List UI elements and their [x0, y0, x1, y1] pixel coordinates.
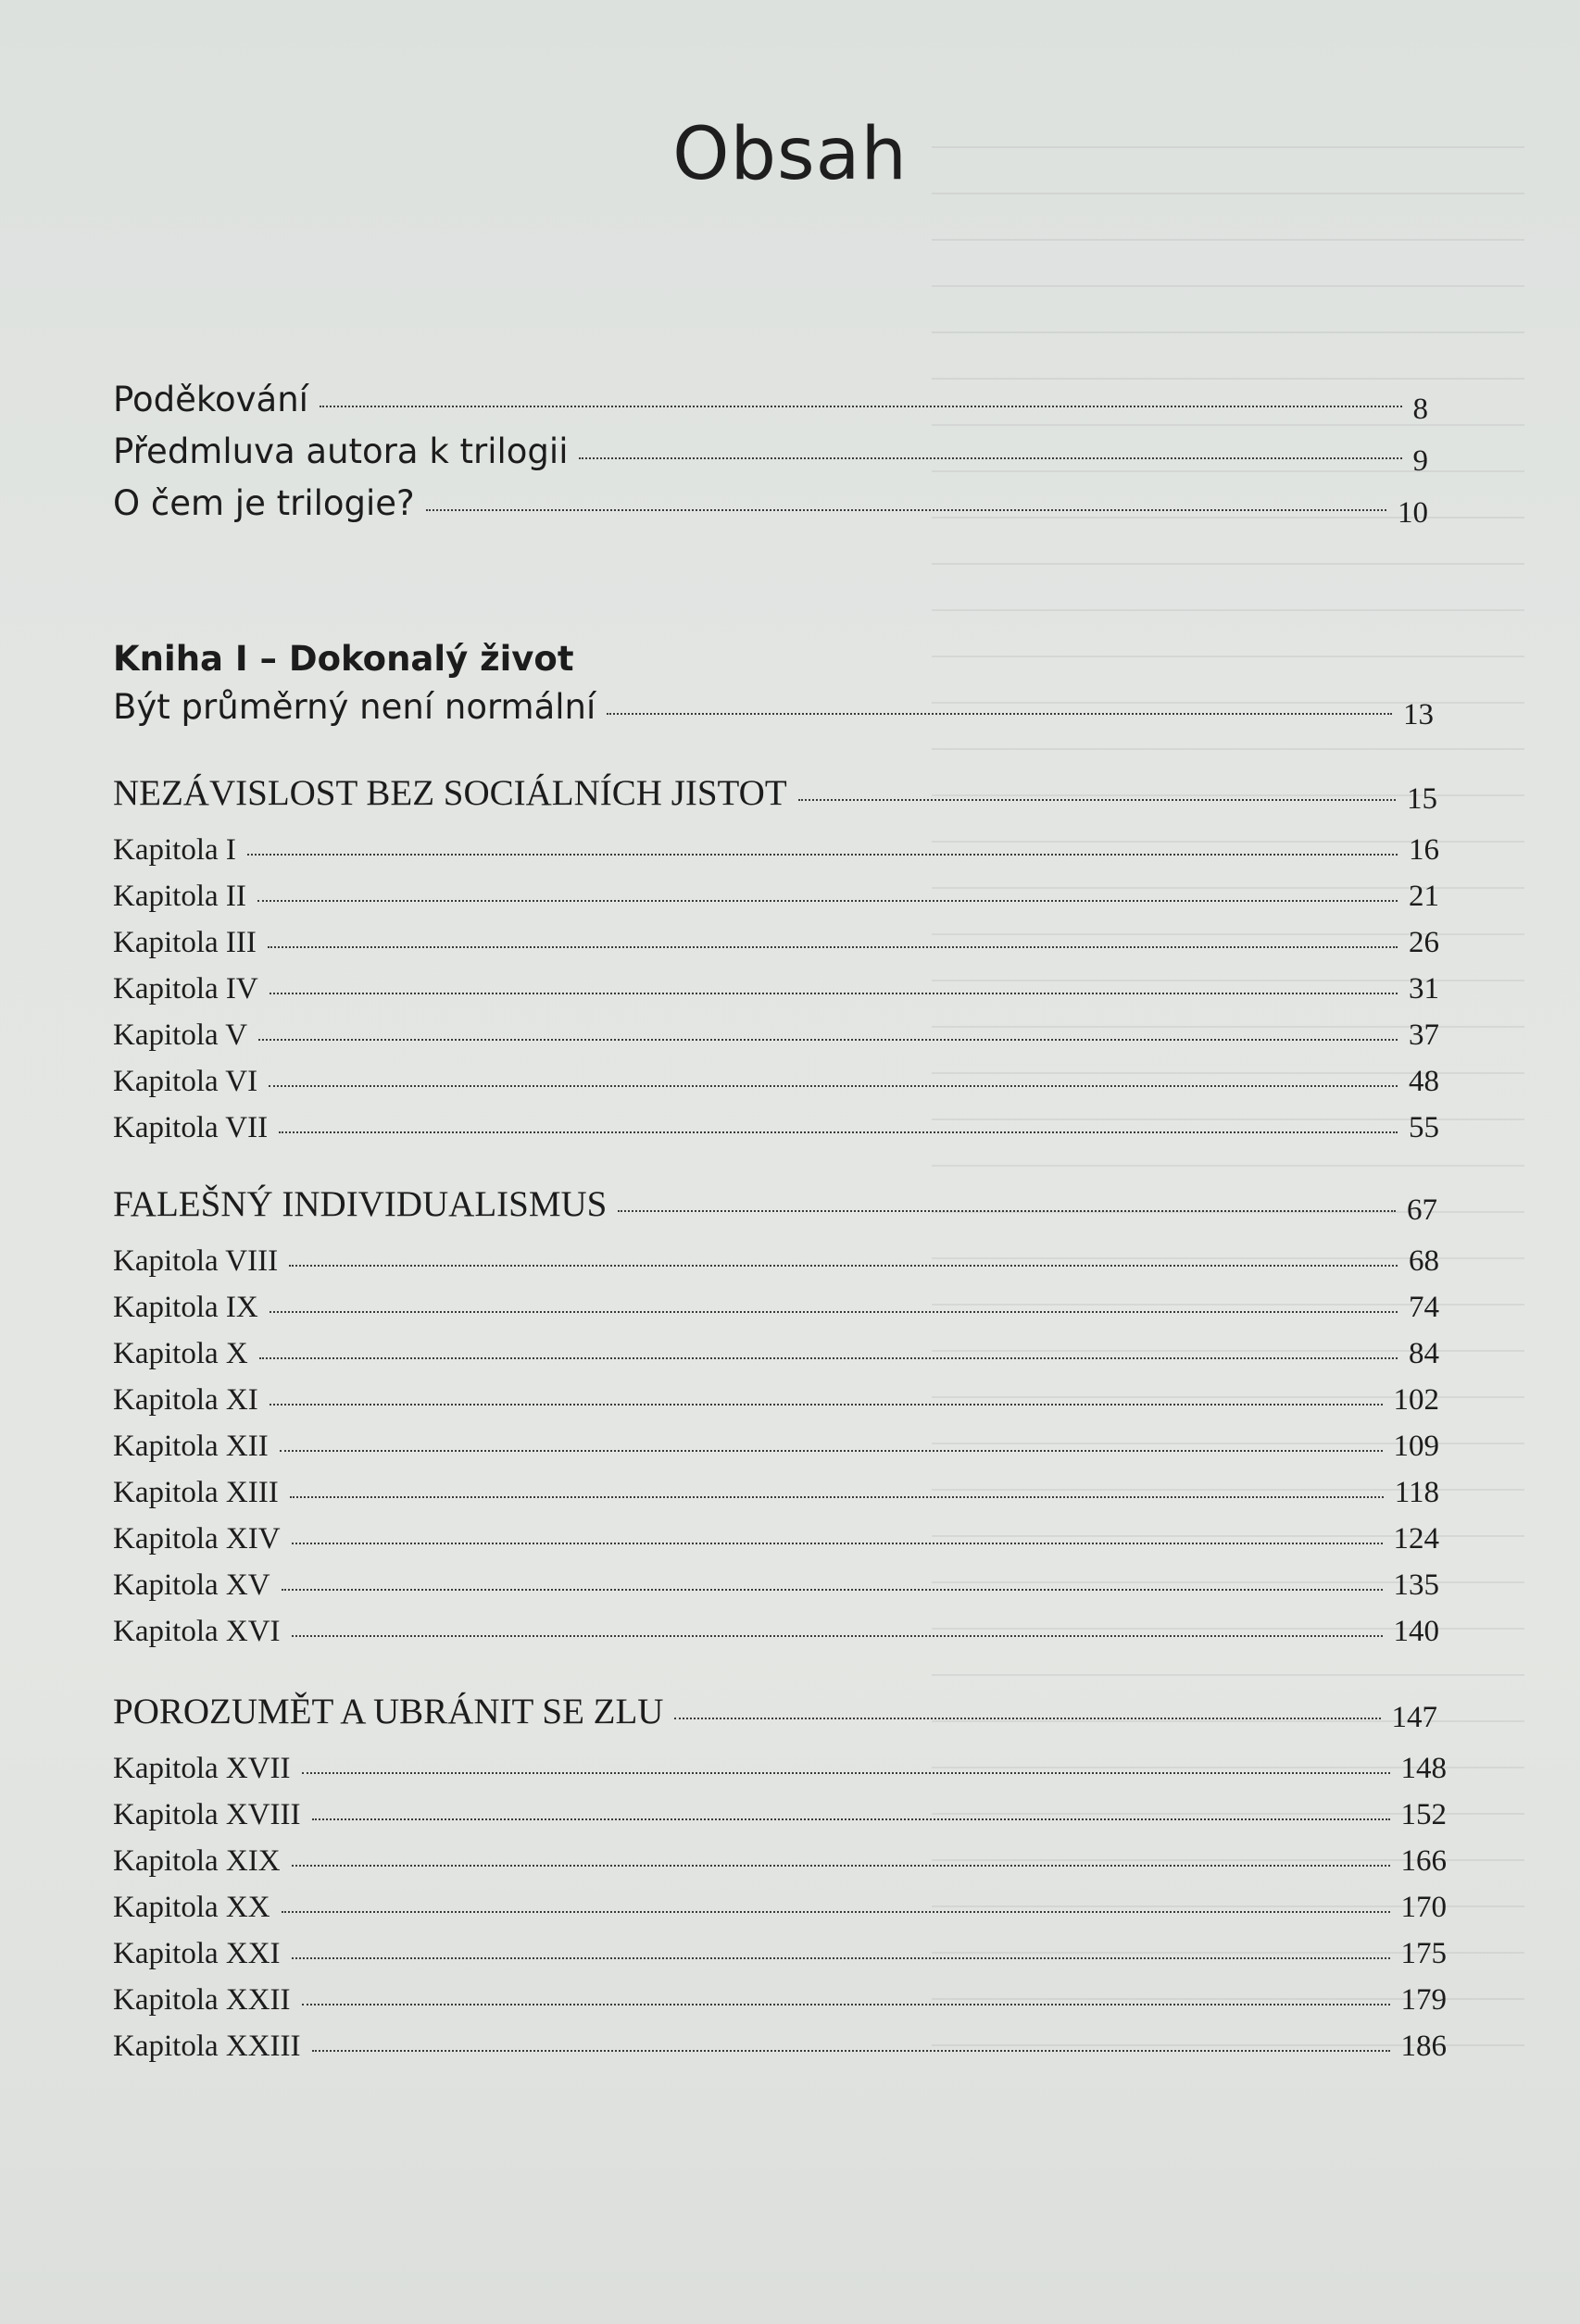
toc-entry-label: O čem je trilogie? [113, 483, 415, 523]
toc-page-number: 102 [1393, 1383, 1439, 1417]
toc-chapter-label: Kapitola XVIII [113, 1798, 301, 1831]
toc-chapter-entry[interactable] [113, 1844, 1447, 1879]
toc-chapter-entry[interactable] [113, 972, 1439, 1006]
toc-chapter-entry[interactable] [113, 1615, 1439, 1649]
toc-chapter-label: Kapitola XVII [113, 1752, 291, 1785]
page-title: Obsah [672, 113, 908, 196]
toc-chapter-entry[interactable] [113, 1568, 1439, 1603]
dot-leader [312, 1818, 1390, 1820]
toc-chapter-entry[interactable] [113, 2030, 1447, 2064]
toc-part-title: NEZÁVISLOST BEZ SOCIÁLNÍCH JISTOT [113, 773, 787, 813]
toc-chapter-entry[interactable] [113, 880, 1439, 914]
dot-leader [320, 406, 1402, 407]
toc-chapter-label: Kapitola VII [113, 1111, 269, 1144]
toc-chapter-label: Kapitola XV [113, 1568, 270, 1602]
toc-page-number: 135 [1393, 1568, 1439, 1602]
toc-chapter-entry[interactable] [113, 1430, 1439, 1464]
toc-page-number: 152 [1400, 1798, 1447, 1831]
toc-chapter-label: Kapitola XXIII [113, 2030, 301, 2063]
dot-leader [280, 1450, 1383, 1452]
toc-page-number: 48 [1409, 1065, 1439, 1098]
toc-chapter-entry[interactable] [113, 1065, 1439, 1099]
toc-chapter-label: Kapitola I [113, 833, 236, 867]
toc-entry-book-subtitle[interactable] [113, 687, 1434, 731]
dot-leader [292, 1543, 1383, 1544]
toc-page-number: 26 [1409, 926, 1439, 959]
toc-page-number: 147 [1391, 1701, 1437, 1734]
toc-page-number: 166 [1400, 1844, 1447, 1878]
toc-chapter-entry[interactable] [113, 1522, 1439, 1556]
toc-chapter-label: Kapitola V [113, 1018, 248, 1052]
toc-chapter-label: Kapitola XIV [113, 1522, 281, 1556]
dot-leader [289, 1265, 1398, 1267]
toc-part-heading[interactable] [113, 1691, 1437, 1732]
book-heading [113, 639, 574, 679]
dot-leader [302, 1772, 1390, 1774]
toc-chapter-entry[interactable] [113, 1337, 1439, 1371]
toc-chapter-entry[interactable] [113, 1983, 1447, 2018]
toc-chapter-label: Kapitola II [113, 880, 246, 913]
dot-leader [282, 1911, 1390, 1913]
toc-chapter-label: Kapitola XIII [113, 1476, 279, 1509]
dot-leader [292, 1865, 1390, 1867]
toc-page-number: 175 [1400, 1937, 1447, 1970]
toc-page-number: 140 [1393, 1615, 1439, 1648]
toc-page-number: 37 [1409, 1018, 1439, 1052]
toc-page-number: 68 [1409, 1244, 1439, 1278]
toc-page-number: 9 [1412, 444, 1428, 478]
toc-page-number: 67 [1407, 1193, 1437, 1227]
dot-leader [258, 1039, 1398, 1041]
toc-page-number: 148 [1400, 1752, 1447, 1785]
toc-page-number: 55 [1409, 1111, 1439, 1144]
dot-leader [426, 509, 1386, 511]
toc-page-number: 13 [1403, 698, 1434, 731]
toc-chapter-label: Kapitola IX [113, 1291, 258, 1324]
toc-page-number: 118 [1394, 1476, 1439, 1509]
toc-chapter-label: Kapitola XII [113, 1430, 269, 1463]
dot-leader [292, 1957, 1390, 1959]
toc-chapter-entry[interactable] [113, 1798, 1447, 1832]
toc-chapter-entry[interactable] [113, 1752, 1447, 1786]
toc-page-number: 84 [1409, 1337, 1439, 1370]
dot-leader [674, 1718, 1380, 1719]
toc-entry-label: Poděkování [113, 380, 308, 419]
toc-page-number: 8 [1412, 393, 1428, 426]
toc-chapter-entry[interactable] [113, 1018, 1439, 1053]
toc-page-number: 179 [1400, 1983, 1447, 2017]
toc-chapter-label: Kapitola XVI [113, 1615, 281, 1648]
toc-part-title: FALEŠNÝ INDIVIDUALISMUS [113, 1184, 608, 1224]
dot-leader [270, 1404, 1383, 1406]
dot-leader [618, 1210, 1396, 1212]
toc-chapter-entry[interactable] [113, 1891, 1447, 1925]
dot-leader [607, 713, 1392, 715]
dot-leader [279, 1131, 1398, 1133]
toc-part-heading[interactable] [113, 1183, 1437, 1225]
toc-page-number: 15 [1407, 782, 1437, 816]
toc-chapter-entry[interactable] [113, 1291, 1439, 1325]
toc-chapter-entry[interactable] [113, 1476, 1439, 1510]
dot-leader [798, 799, 1396, 801]
dot-leader [270, 1311, 1398, 1313]
dot-leader [268, 946, 1398, 948]
dot-leader [247, 854, 1398, 856]
book-title: Kniha I – Dokonalý život [113, 639, 574, 679]
toc-chapter-label: Kapitola VIII [113, 1244, 279, 1278]
toc-page-number: 21 [1409, 880, 1439, 913]
toc-chapter-entry[interactable] [113, 1383, 1439, 1418]
dot-leader [312, 2050, 1390, 2052]
toc-chapter-entry[interactable] [113, 833, 1439, 868]
dot-leader [292, 1635, 1383, 1637]
toc-entry-o-cem-je-trilogie[interactable] [113, 483, 1428, 530]
toc-page-number: 186 [1400, 2030, 1447, 2063]
toc-page-number: 109 [1393, 1430, 1439, 1463]
toc-entry-predmluva[interactable] [113, 431, 1428, 478]
toc-entry-label: Být průměrný není normální [113, 687, 596, 727]
toc-chapter-entry[interactable] [113, 1244, 1439, 1279]
toc-page-number: 31 [1409, 972, 1439, 1006]
toc-chapter-label: Kapitola X [113, 1337, 248, 1370]
toc-page-number: 16 [1409, 833, 1439, 867]
dot-leader [270, 993, 1398, 994]
toc-entry-label: Předmluva autora k trilogii [113, 431, 569, 471]
toc-chapter-label: Kapitola XXII [113, 1983, 291, 2017]
toc-page-number: 74 [1409, 1291, 1439, 1324]
toc-chapter-entry[interactable] [113, 1937, 1447, 1971]
toc-chapter-label: Kapitola XIX [113, 1844, 281, 1878]
toc-entry-podekovani[interactable] [113, 380, 1428, 426]
dot-leader [302, 2004, 1390, 2005]
dot-leader [269, 1085, 1398, 1087]
toc-chapter-label: Kapitola XX [113, 1891, 270, 1924]
toc-page-number: 10 [1398, 496, 1428, 530]
toc-chapter-label: Kapitola VI [113, 1065, 258, 1098]
toc-chapter-label: Kapitola IV [113, 972, 258, 1006]
toc-chapter-entry[interactable] [113, 926, 1439, 960]
dot-leader [259, 1357, 1398, 1359]
toc-page-number: 170 [1400, 1891, 1447, 1924]
toc-part-heading[interactable] [113, 772, 1437, 814]
toc-part-title: POROZUMĚT A UBRÁNIT SE ZLU [113, 1692, 664, 1731]
toc-chapter-label: Kapitola XI [113, 1383, 258, 1417]
dot-leader [257, 900, 1398, 902]
toc-chapter-label: Kapitola III [113, 926, 257, 959]
dot-leader [282, 1589, 1383, 1591]
dot-leader [290, 1496, 1384, 1498]
toc-chapter-entry[interactable] [113, 1111, 1439, 1145]
dot-leader [579, 457, 1401, 459]
toc-page-number: 124 [1393, 1522, 1439, 1556]
toc-chapter-label: Kapitola XXI [113, 1937, 281, 1970]
